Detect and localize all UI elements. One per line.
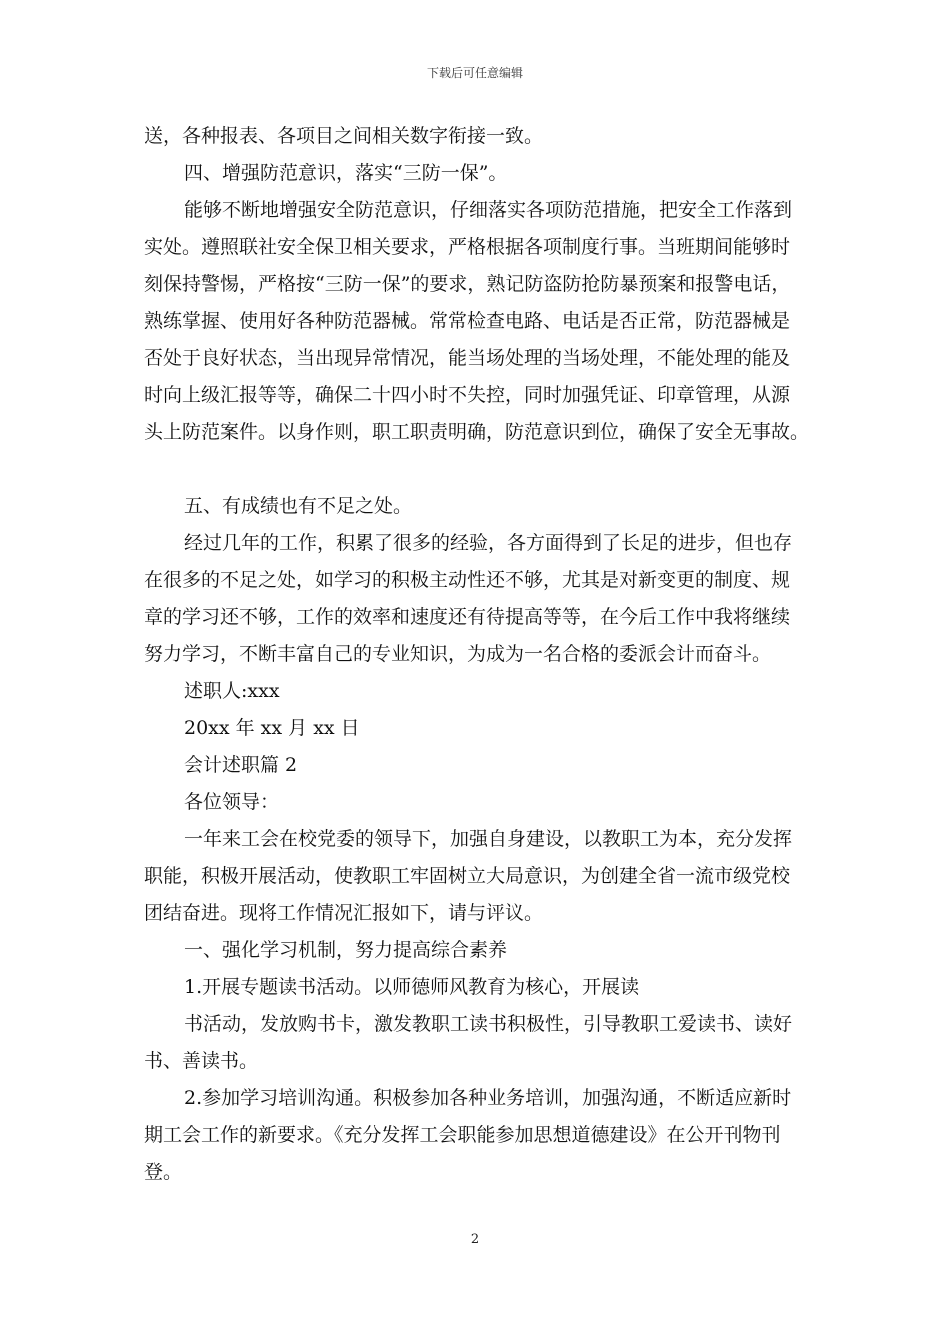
section-heading: 一、强化学习机制，努力提高综合素养	[184, 939, 508, 961]
body-line: 章的学习还不够，工作的效率和速度还有待提高等等，在今后工作中我将继续	[144, 606, 791, 628]
body-line: 书活动，发放购书卡，激发教职工读书积极性，引导教职工爱读书、读好	[184, 1013, 793, 1035]
body-line: 一年来工会在校党委的领导下，加强自身建设，以教职工为本，充分发挥	[184, 828, 793, 850]
paragraph-gap	[144, 451, 820, 488]
signature-line: 述职人:xxx	[184, 680, 280, 702]
body-line: 送，各种报表、各项目之间相关数字衔接一致。	[144, 125, 544, 147]
page-number: 2	[470, 1232, 480, 1247]
body-line: 努力学习，不断丰富自己的专业知识，为成为一名合格的委派会计而奋斗。	[144, 643, 772, 665]
page-header: 下载后可任意编辑	[426, 66, 523, 80]
body-line: 在很多的不足之处，如学习的积极主动性还不够，尤其是对新变更的制度、规	[144, 569, 791, 591]
body-line: 职能，积极开展活动，使教职工牢固树立大局意识，为创建全省一流市级党校	[144, 865, 791, 887]
body-line: 实处。遵照联社安全保卫相关要求，严格根据各项制度行事。当班期间能够时	[144, 236, 791, 258]
body-line: 书、善读书。	[144, 1050, 259, 1072]
body-line: 能够不断地增强安全防范意识，仔细落实各项防范措施，把安全工作落到	[184, 199, 793, 221]
body-line: 经过几年的工作，积累了很多的经验，各方面得到了长足的进步，但也存	[184, 532, 793, 554]
body-line: 2.参加学习培训沟通。积极参加各种业务培训，加强沟通，不断适应新时	[184, 1087, 792, 1109]
date-line: 20xx 年 xx 月 xx 日	[184, 717, 360, 739]
body-line: 时向上级汇报等等，确保二十四小时不失控，同时加强凭证、印章管理，从源	[144, 384, 791, 406]
body-line: 期工会工作的新要求。《充分发挥工会职能参加思想道德建设》在公开刊物刊	[144, 1124, 781, 1146]
body-line: 刻保持警惕，严格按“三防一保”的要求，熟记防盗防抢防暴预案和报警电话，	[144, 273, 791, 295]
body-line: 团结奋进。现将工作情况汇报如下，请与评议。	[144, 902, 544, 924]
section-heading: 四、增强防范意识，落实“三防一保”。	[184, 162, 508, 184]
section-heading: 五、有成绩也有不足之处。	[184, 495, 413, 517]
document-title: 会计述职篇 2	[184, 754, 298, 776]
salutation: 各位领导：	[184, 791, 280, 813]
body-line: 头上防范案件。以身作则，职工职责明确，防范意识到位，确保了安全无事故。	[144, 421, 810, 443]
document-body	[144, 118, 820, 1191]
body-line: 熟练掌握、使用好各种防范器械。常常检查电路、电话是否正常，防范器械是	[144, 310, 791, 332]
body-line: 1.开展专题读书活动。以师德师风教育为核心，开展读	[184, 976, 640, 998]
body-line: 否处于良好状态，当出现异常情况，能当场处理的当场处理，不能处理的能及	[144, 347, 791, 369]
body-line: 登。	[144, 1161, 183, 1183]
